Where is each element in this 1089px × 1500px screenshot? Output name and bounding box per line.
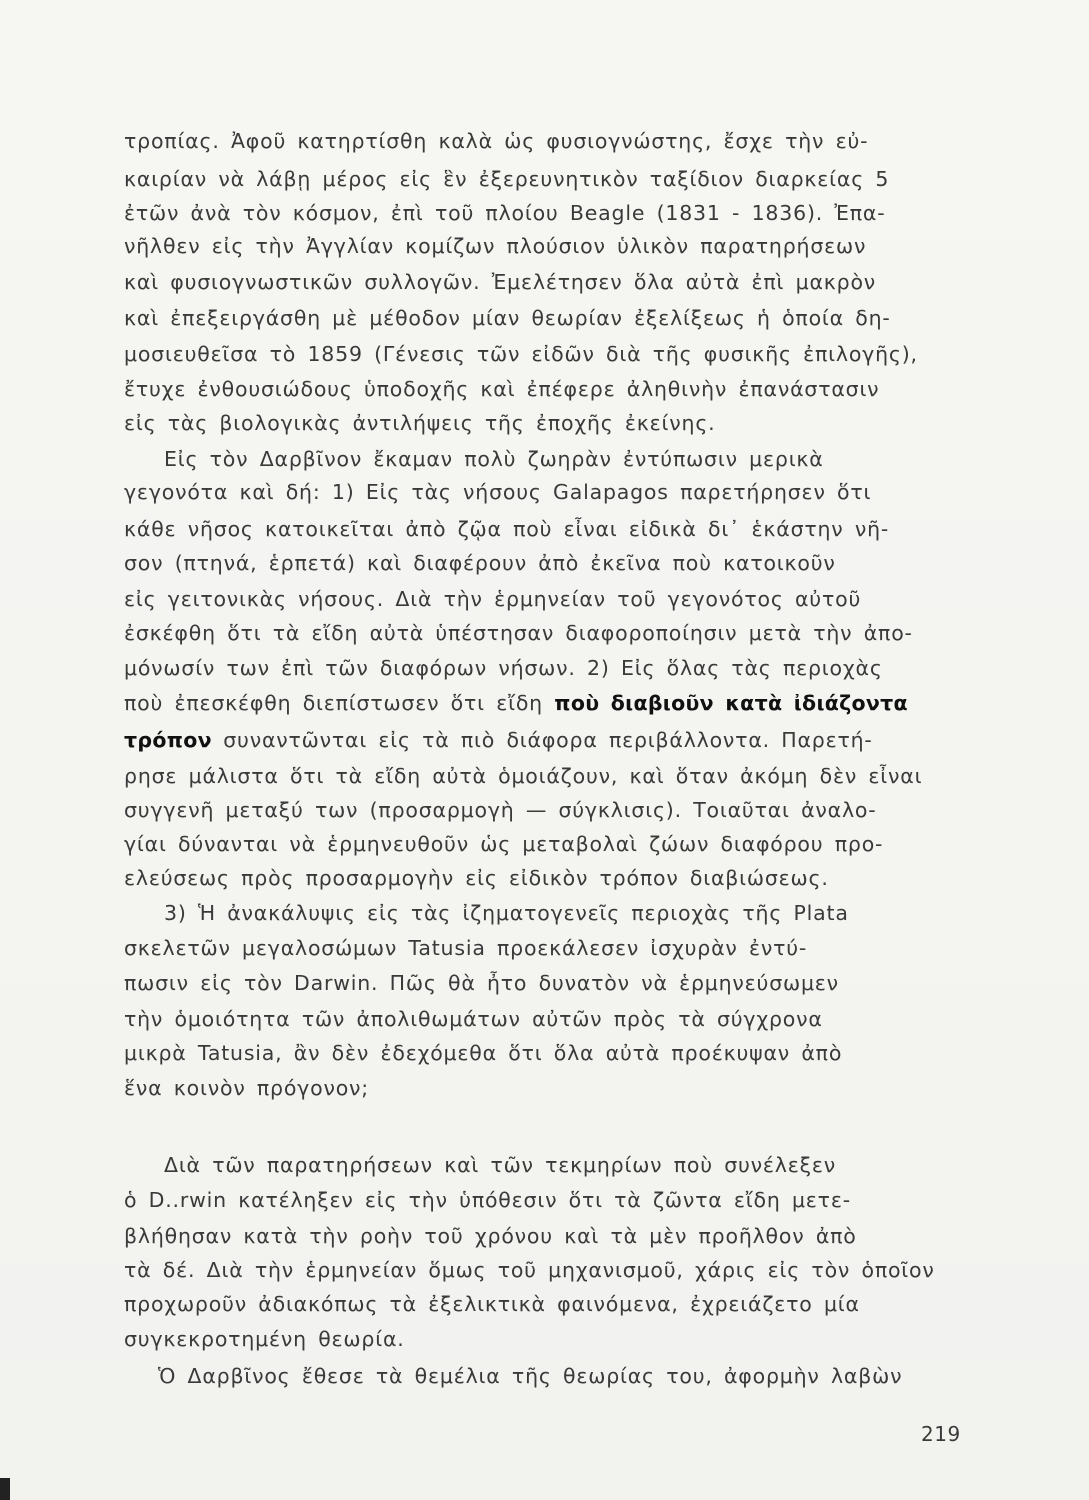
text-line: καιρίαν νὰ λάβῃ μέρος εἰς ἓν ἐξερευνητικὸν ταξίδιον διαρκείας 5 (124, 167, 890, 191)
text-line: καὶ φυσιογνωστικῶν συλλογῶν. Ἐμελέτησεν ὅλα αὐτὰ ἐπὶ μακρὸν (124, 270, 877, 294)
page-number: 219 (921, 1422, 961, 1446)
bold-phrase: τρόπον (124, 728, 212, 752)
text-line: ὁ D..rwin κατέληξεν εἰς τὴν ὑπόθεσιν ὅτι τὰ ζῶντα εἴδη μετε- (124, 1188, 851, 1212)
text-line: βλήθησαν κατὰ τὴν ροὴν τοῦ χρόνου καὶ τὰ μὲν προῆλθον ἀπὸ (124, 1224, 857, 1248)
text-line: τὴν ὁμοιότητα τῶν ἀπολιθωμάτων αὐτῶν πρὸς τὰ σύγχρονα (124, 1007, 823, 1031)
text-line: νῆλθεν εἰς τὴν Ἀγγλίαν κομίζων πλούσιον ὑλικὸν παρατηρήσεων (124, 234, 867, 258)
plain-text: συναντῶνται εἰς τὰ πιὸ διάφορα περιβάλλοντα. Παρετή- (223, 728, 873, 752)
text-line: τὰ δέ. Διὰ τὴν ἑρμηνείαν ὅμως τοῦ μηχανισμοῦ, χάρις εἰς τὸν ὁποῖον (124, 1258, 935, 1282)
text-line: σκελετῶν μεγαλοσώμων Tatusia προεκάλεσεν ἰσχυρὰν ἐντύ- (124, 936, 808, 960)
text-line: γίαι δύνανται νὰ ἑρμηνευθοῦν ὡς μεταβολαὶ ζώων διαφόρου προ- (124, 832, 884, 856)
text-line: τροπίας. Ἀφοῦ κατηρτίσθη καλὰ ὡς φυσιογνώστης, ἔσχε τὴν εὐ- (124, 129, 869, 153)
text-line: ρησε μάλιστα ὅτι τὰ εἴδη αὐτὰ ὁμοιάζουν, καὶ ὅταν ἀκόμη δὲν εἶναι (124, 764, 923, 788)
text-line: προχωροῦν ἀδιακόπως τὰ ἐξελικτικὰ φαινόμενα, ἐχρειάζετο μία (124, 1292, 860, 1316)
text-line: σον (πτηνά, ἑρπετά) καὶ διαφέρουν ἀπὸ ἐκεῖνα ποὺ κατοικοῦν (124, 551, 836, 575)
bold-phrase: ποὺ διαβιοῦν κατὰ ἰδιάζοντα (554, 691, 908, 715)
text-line: μοσιευθεῖσα τὸ 1859 (Γένεσις τῶν εἰδῶν διὰ τῆς φυσικῆς ἐπιλογῆς), (124, 342, 918, 366)
text-line: Διὰ τῶν παρατηρήσεων καὶ τῶν τεκμηρίων ποὺ συνέλεξεν (164, 1153, 836, 1177)
text-line: πωσιν εἰς τὸν Darwin. Πῶς θὰ ἦτο δυνατὸν νὰ ἑρμηνεύσωμεν (124, 971, 839, 995)
text-line: 3) Ἡ ἀνακάλυψις εἰς τὰς ἰζηματογενεῖς περιοχὰς τῆς Plata (164, 901, 849, 925)
text-line (124, 693, 964, 714)
text-line: ἐσκέφθη ὅτι τὰ εἴδη αὐτὰ ὑπέστησαν διαφοροποίησιν μετὰ τὴν ἀπο- (124, 621, 913, 645)
text-line: καὶ ἐπεξειργάσθη μὲ μέθοδον μίαν θεωρίαν ἐξελίξεως ἡ ὁποία δη- (124, 306, 891, 330)
text-line: γεγονότα καὶ δή: 1) Εἰς τὰς νήσους Galapagos παρετήρησεν ὅτι (124, 480, 872, 504)
text-line: συγκεκροτημένη θεωρία. (124, 1327, 405, 1351)
text-line: ἔτυχε ἐνθουσιώδους ὑποδοχῆς καὶ ἐπέφερε ἀληθινὴν ἐπανάστασιν (124, 377, 880, 401)
text-line: μόνωσίν των ἐπὶ τῶν διαφόρων νήσων. 2) Εἰς ὅλας τὰς περιοχὰς (124, 656, 883, 680)
text-line: Εἰς τὸν Δαρβῖνον ἔκαμαν πολὺ ζωηρὰν ἐντύπωσιν μερικὰ (164, 447, 824, 471)
text-line (124, 730, 964, 751)
scan-edge-shadow (0, 1478, 10, 1500)
text-line: συγγενῆ μεταξύ των (προσαρμογὴ — σύγκλισις). Τοιαῦται ἀναλο- (124, 798, 877, 822)
plain-text: ποὺ ἐπεσκέφθη διεπίστωσεν ὅτι εἴδη (124, 691, 543, 715)
text-line: κάθε νῆσος κατοικεῖται ἀπὸ ζῷα ποὺ εἶναι εἰδικὰ δι᾽ ἑκάστην νῆ- (124, 517, 890, 541)
text-line: ελεύσεως πρὸς προσαρμογὴν εἰς εἰδικὸν τρόπον διαβιώσεως. (124, 866, 829, 890)
text-line: Ὁ Δαρβῖνος ἔθεσε τὰ θεμέλια τῆς θεωρίας του, ἀφορμὴν λαβὼν (158, 1364, 903, 1388)
text-line: ἐτῶν ἀνὰ τὸν κόσμον, ἐπὶ τοῦ πλοίου Beagle (1831 - 1836). Ἐπα- (124, 201, 886, 225)
text-line: μικρὰ Tatusia, ἂν δὲν ἐδεχόμεθα ὅτι ὅλα αὐτὰ προέκυψαν ἀπὸ (124, 1041, 843, 1065)
text-line: εἰς γειτονικὰς νήσους. Διὰ τὴν ἑρμηνείαν τοῦ γεγονότος αὐτοῦ (124, 587, 862, 611)
text-line: ἕνα κοινὸν πρόγονον; (124, 1076, 370, 1100)
text-line: εἰς τὰς βιολογικὰς ἀντιλήψεις τῆς ἐποχῆς ἐκείνης. (124, 411, 716, 435)
